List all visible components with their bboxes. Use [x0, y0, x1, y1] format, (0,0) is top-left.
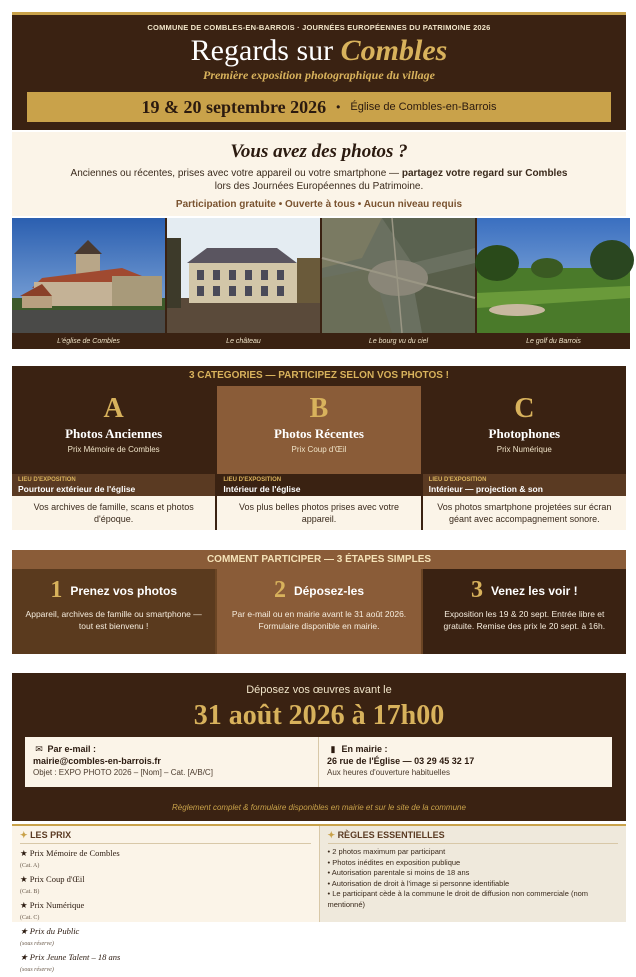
email-address[interactable]: mairie@combles-en-barrois.fr — [33, 756, 161, 766]
title-accent: Combles — [340, 34, 448, 67]
category-description: Vos photos smartphone projetées sur écran géant avec accompagnement sonore. — [423, 496, 626, 530]
prize-item: ★ Prix Mémoire de Combles (Cat. A) — [20, 847, 311, 873]
prize-category: (sous réserve) — [20, 967, 54, 973]
event-dates: 19 & 20 septembre 2026 — [141, 96, 327, 117]
steps-row — [12, 569, 626, 654]
category-letter: B — [309, 393, 329, 424]
step-text: Exposition les 19 & 20 sept. Entrée libre et gratuite. Remise des prix le 20 sept. à 16h. — [443, 609, 606, 631]
title-main: Regards sur — [190, 34, 334, 67]
category-letter: C — [514, 393, 535, 424]
photo-caption: Le golf du Barrois — [477, 333, 630, 349]
photo-caption: Le château — [167, 333, 320, 349]
step-title: Venez les voir ! — [490, 583, 578, 598]
photo-church — [12, 218, 165, 349]
category-location — [423, 474, 626, 496]
location-value: Pourtour extérieur de l'église — [18, 484, 136, 494]
rules-title — [328, 830, 619, 844]
prize-item: ★ Prix Jeune Talent – 18 ans (sous réserve) — [20, 951, 311, 977]
mairie-label: En mairie : — [341, 744, 388, 754]
step-2 — [217, 569, 420, 654]
location-label: LIEU D'EXPOSITION — [223, 477, 282, 483]
step-text: Appareil, archives de famille ou smartphone — tout est bienvenu ! — [25, 609, 202, 631]
photo-strip — [12, 218, 626, 349]
category-c — [423, 386, 626, 530]
location-value: Intérieur de l'église — [223, 484, 301, 494]
date-band — [27, 92, 611, 122]
rule-item: • Autorisation parentale si moins de 18 ans — [327, 868, 470, 877]
deadline-date: 31 août 2026 à 17h00 — [193, 700, 445, 731]
aerial-image — [322, 218, 475, 333]
church-image — [12, 218, 165, 333]
category-location — [217, 474, 420, 496]
step-number: 2 — [273, 577, 286, 603]
category-name: Photophones — [488, 426, 561, 441]
prize-name: Prix Numérique — [29, 900, 85, 910]
photo-caption: Le bourg vu du ciel — [322, 333, 475, 349]
rule-text: Autorisation parentale si moins de 18 ans — [331, 868, 470, 877]
email-label: Par e-mail : — [47, 744, 97, 754]
poster-title — [12, 36, 626, 66]
prizes-column — [12, 826, 319, 973]
prize-item: ★ Prix du Public (sous réserve) — [20, 925, 311, 951]
rule-item: • Autorisation de droit à l'image si personne identifiable — [327, 878, 510, 888]
intro-text-bold: partagez votre regard sur Combles — [401, 168, 568, 179]
location-value: Intérieur — projection & son — [428, 484, 543, 494]
rule-text: Le participant cède à la commune le droit de diffusion non commerciale (nom mentionné) — [327, 889, 589, 909]
category-prize: Prix Coup d'Œil — [291, 445, 347, 454]
step-3 — [423, 569, 626, 654]
deadline-intro: Déposez vos œuvres avant le — [246, 684, 392, 696]
deadline-section — [12, 673, 626, 821]
deadline-note: Règlement complet & formulaire disponibles en mairie et sur le site de la commune — [172, 803, 466, 812]
poster-header — [12, 12, 626, 130]
event-place: Église de Combles-en-Barrois — [350, 101, 497, 113]
step-title: Prenez vos photos — [70, 583, 177, 598]
steps-title: COMMENT PARTICIPER — 3 ÉTAPES SIMPLES — [12, 550, 626, 569]
location-label: LIEU D'EXPOSITION — [428, 477, 487, 483]
step-header — [431, 577, 618, 604]
category-name: Photos Récentes — [274, 426, 364, 441]
step-number: 1 — [50, 577, 63, 603]
intro-question: Vous avez des photos ? — [230, 141, 408, 162]
rule-item: • Le participant cède à la commune le droit de diffusion non commerciale (nom mentionné) — [327, 889, 589, 909]
photo-golf — [477, 218, 630, 349]
prize-name: Prix Jeune Talent – 18 ans — [29, 952, 121, 962]
rule-text: Photos inédites en exposition publique — [332, 857, 461, 867]
email-icon: ✉ — [35, 744, 43, 754]
category-b — [217, 386, 420, 530]
prize-category: (sous réserve) — [20, 941, 54, 947]
intro-section — [12, 132, 626, 216]
prize-category: (Cat. A) — [20, 863, 40, 869]
email-subject: Objet : EXPO PHOTO 2026 – [Nom] – Cat. [A/B/C] — [33, 768, 213, 777]
rule-text: 2 photos maximum par participant — [332, 847, 446, 856]
category-header — [12, 386, 215, 474]
category-name: Photos Anciennes — [65, 426, 163, 441]
categories-title: 3 CATEGORIES — PARTICIPEZ SELON VOS PHOTOS ! — [188, 370, 450, 381]
steps-section — [12, 550, 626, 654]
star-icon: ✦ — [327, 830, 336, 840]
step-header — [225, 577, 412, 604]
prize-category: (Cat. C) — [20, 915, 40, 921]
photo-castle — [167, 218, 320, 349]
building-icon: ▮ — [330, 744, 336, 754]
poster-subtitle: Première exposition photographique du village — [202, 68, 435, 82]
intro-text-before: Anciennes ou récentes, prises avec votre appareil ou votre smartphone — — [70, 168, 402, 179]
rules-column — [319, 826, 627, 922]
category-description: Vos plus belles photos prises avec votre appareil. — [217, 496, 420, 530]
rules-title-text: RÈGLES ESSENTIELLES — [337, 830, 445, 840]
categories-section — [12, 366, 626, 530]
prize-name: Prix Mémoire de Combles — [29, 848, 120, 858]
step-number: 3 — [470, 577, 483, 603]
prize-item: ★ Prix Numérique (Cat. C) — [20, 899, 311, 925]
prizes-title — [20, 830, 311, 844]
prize-name: Prix du Public — [29, 926, 80, 936]
photo-caption: L'église de Combles — [12, 333, 165, 349]
intro-perks: Participation gratuite • Ouverte à tous • Aucun niveau requis — [175, 199, 463, 210]
step-text: Par e-mail ou en mairie avant le 31 août 2026. Formulaire disponible en mairie. — [231, 609, 407, 631]
prize-category: (Cat. B) — [20, 889, 40, 895]
prize-name: Prix Coup d'Œil — [29, 874, 85, 884]
category-description: Vos archives de famille, scans et photos d'époque. — [12, 496, 215, 530]
step-1 — [12, 569, 215, 654]
category-location — [12, 474, 215, 496]
prize-item: ★ Prix Coup d'Œil (Cat. B) — [20, 873, 311, 899]
mairie-header — [327, 743, 604, 755]
mairie-address: 26 rue de l'Église — 03 29 45 32 17 — [327, 756, 475, 766]
rule-item: • Photos inédites en exposition publique — [327, 857, 461, 867]
step-title: Déposez-les — [293, 583, 364, 598]
prizes-title-text: LES PRIX — [30, 830, 72, 840]
location-label: LIEU D'EXPOSITION — [18, 477, 76, 483]
email-header — [33, 743, 310, 755]
email-contact — [25, 737, 318, 787]
contact-box — [25, 737, 612, 787]
photo-aerial — [322, 218, 475, 349]
castle-image — [167, 218, 320, 333]
footer-section — [12, 824, 626, 973]
mairie-hours: Aux heures d'ouverture habituelles — [327, 768, 450, 777]
category-letter: A — [103, 393, 124, 424]
separator: • — [336, 100, 341, 114]
category-header — [217, 386, 420, 474]
category-prize: Prix Mémoire de Combles — [67, 445, 160, 454]
rule-text: Autorisation de droit à l'image si personne identifiable — [331, 878, 510, 888]
categories-row — [12, 386, 626, 530]
category-prize: Prix Numérique — [496, 445, 552, 454]
commune-line: COMMUNE DE COMBLES-EN-BARROIS · JOURNÉES EUROPÉENNES DU PATRIMOINE 2026 — [147, 23, 491, 32]
intro-text-after: lors des Journées Européennes du Patrimoine. — [214, 181, 424, 192]
golf-image — [477, 218, 630, 333]
category-header — [423, 386, 626, 474]
category-a — [12, 386, 215, 530]
star-icon: ✦ — [20, 830, 28, 840]
step-header — [20, 577, 207, 604]
mairie-contact — [318, 737, 612, 787]
intro-text — [12, 167, 626, 193]
rule-item: • 2 photos maximum par participant — [327, 847, 446, 856]
